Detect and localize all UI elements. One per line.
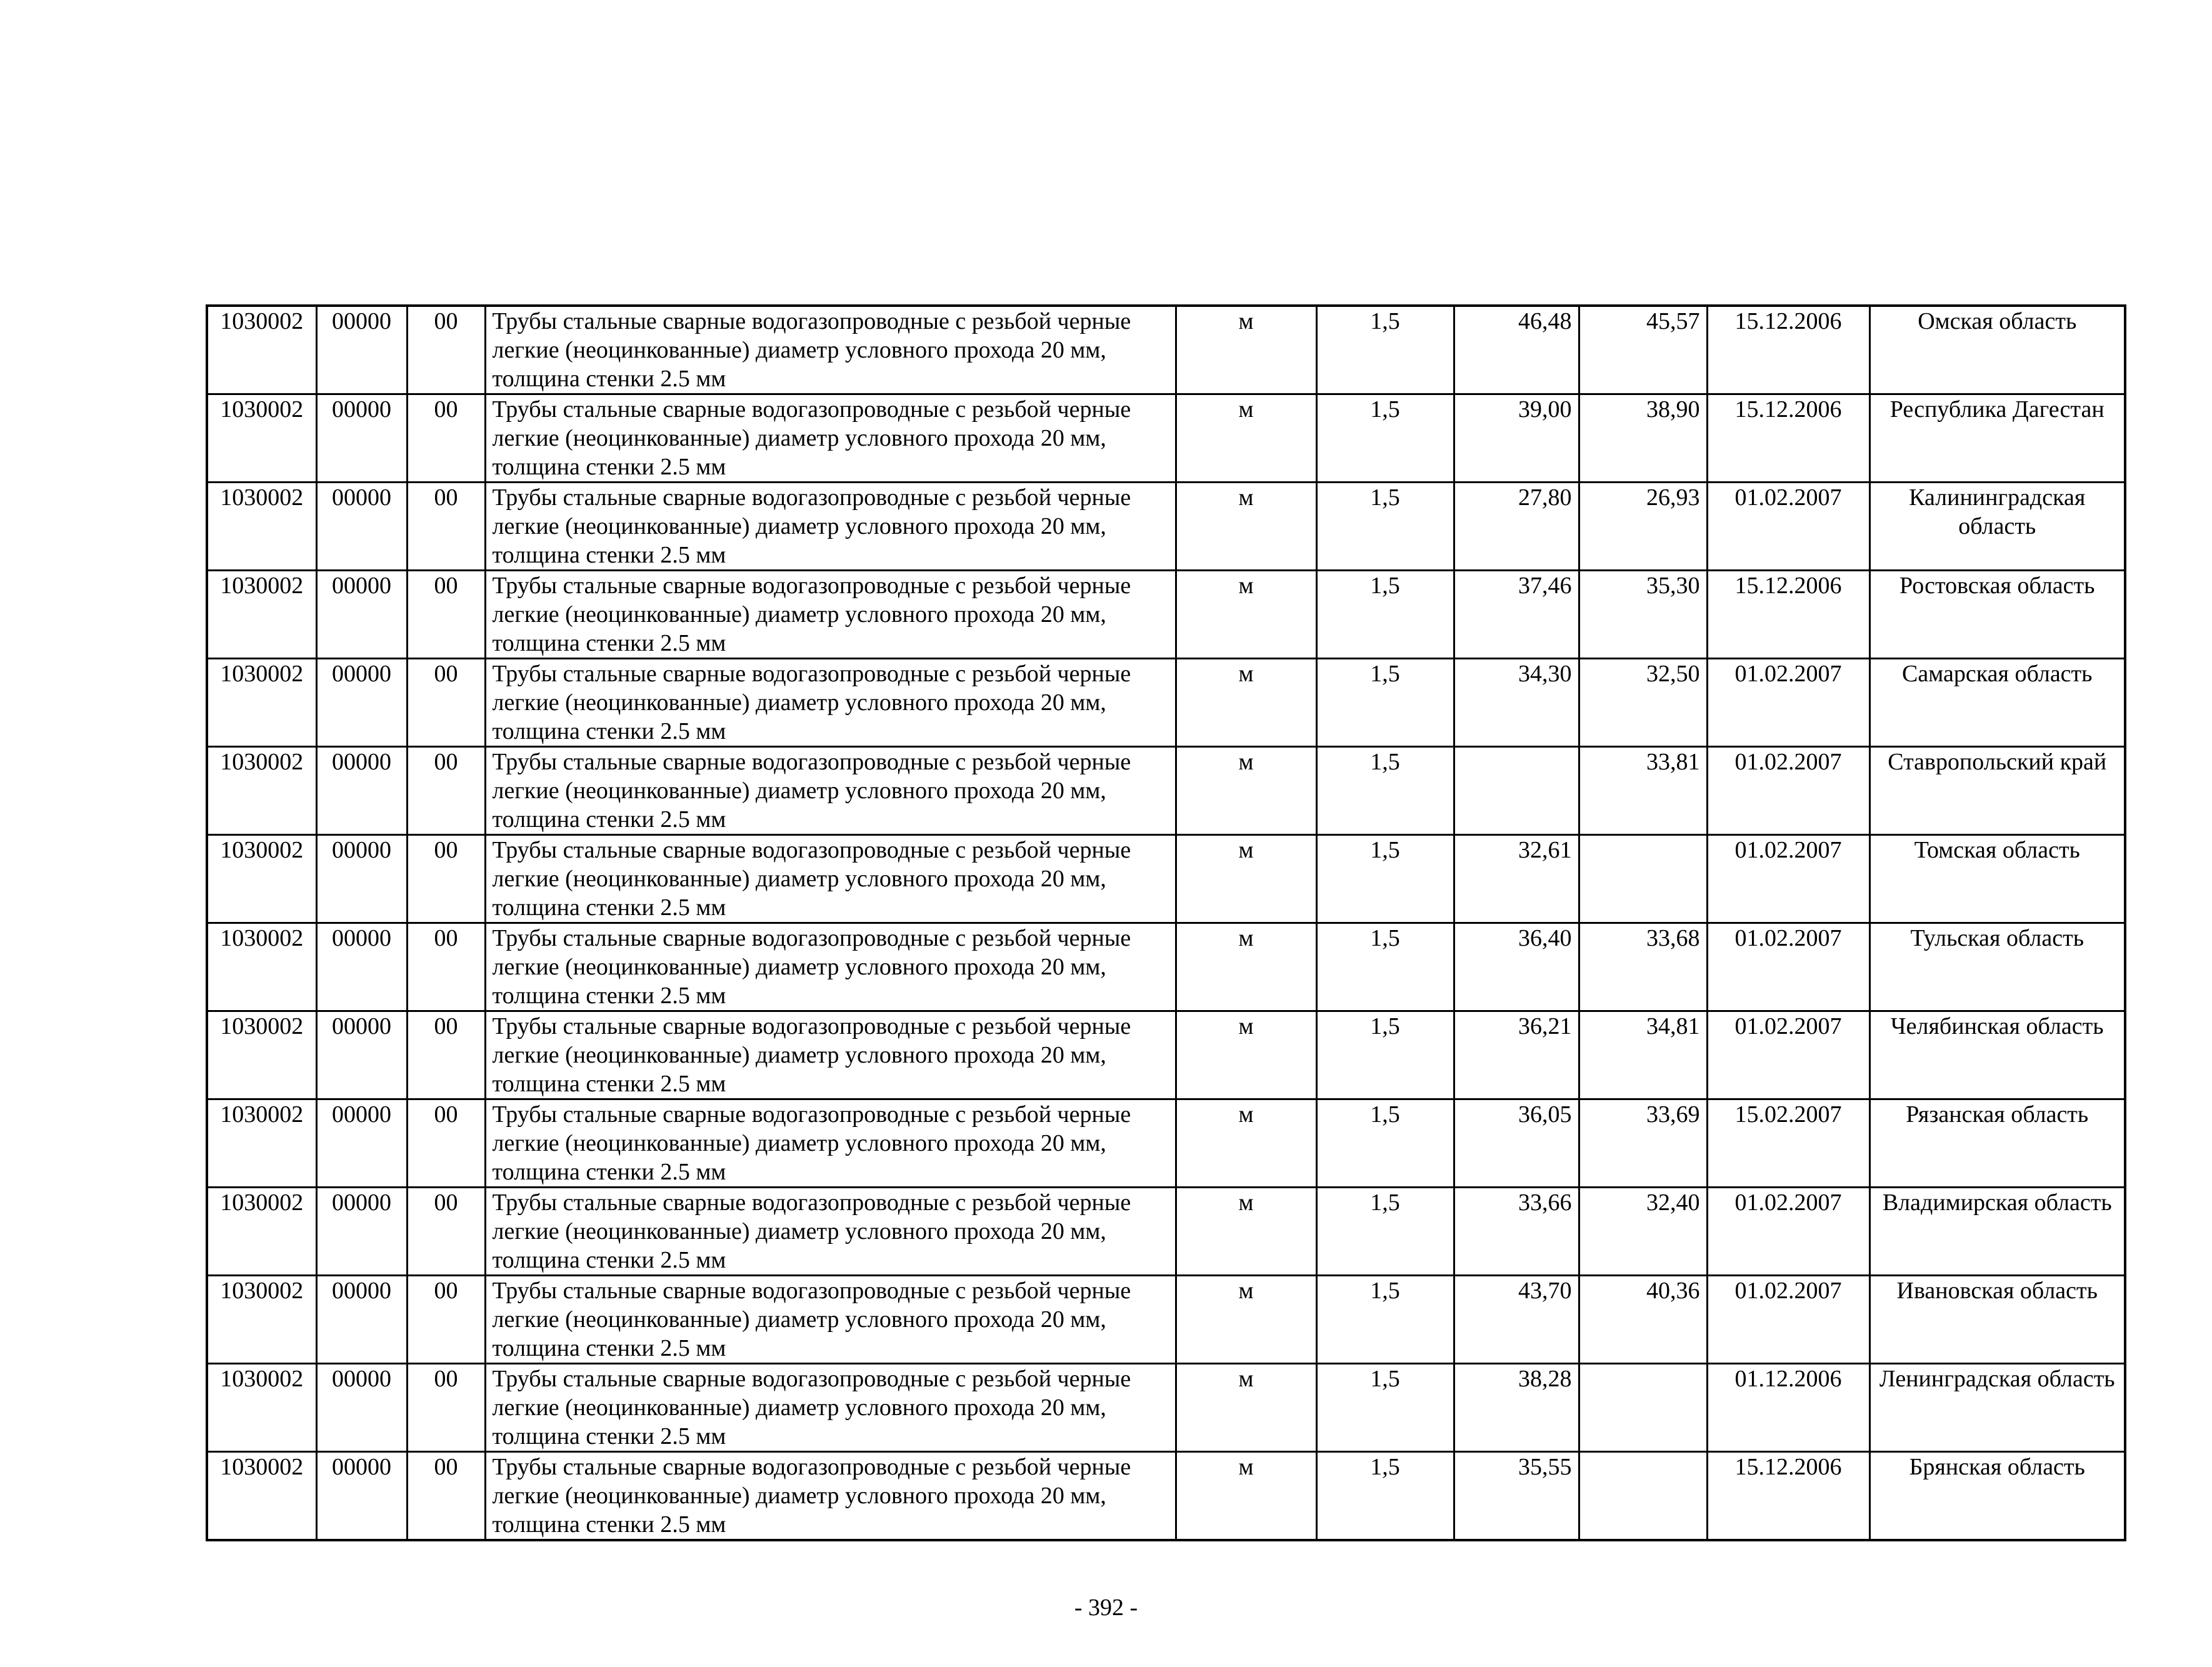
coefficient-cell: 1,5 — [1316, 1099, 1454, 1188]
resource-code-cell: 1030002 — [207, 1364, 316, 1452]
resource-code-cell: 1030002 — [207, 923, 316, 1011]
table-row — [207, 1011, 2125, 1099]
unit-cell: м — [1176, 1188, 1316, 1276]
coefficient-cell: 1,5 — [1316, 835, 1454, 923]
region-cell: Ленинградская область — [1869, 1364, 2125, 1452]
table-row — [207, 1188, 2125, 1276]
sub-code-cell: 00000 — [316, 835, 407, 923]
resource-name-cell: Трубы стальные сварные водогазопроводные с резьбой черные легкие (неоцинкованные) диаметр условного прохода 20 мм, толщина стенки 2.5 мм — [485, 483, 1176, 571]
price-1-cell: 36,21 — [1454, 1011, 1579, 1099]
date-cell: 01.02.2007 — [1707, 747, 1869, 835]
date-cell: 01.02.2007 — [1707, 1276, 1869, 1364]
sub-code-cell: 00000 — [316, 571, 407, 659]
price-1-cell: 46,48 — [1454, 306, 1579, 394]
table-row — [207, 394, 2125, 483]
table-row — [207, 306, 2125, 394]
coefficient-cell: 1,5 — [1316, 1364, 1454, 1452]
price-1-cell: 27,80 — [1454, 483, 1579, 571]
sub-code-cell: 00000 — [316, 483, 407, 571]
coefficient-cell: 1,5 — [1316, 923, 1454, 1011]
unit-cell: м — [1176, 483, 1316, 571]
version-code-cell: 00 — [407, 747, 485, 835]
table-row — [207, 571, 2125, 659]
region-cell: Ивановская область — [1869, 1276, 2125, 1364]
resource-code-cell: 1030002 — [207, 659, 316, 747]
resource-code-cell: 1030002 — [207, 571, 316, 659]
region-cell: Томская область — [1869, 835, 2125, 923]
price-2-cell — [1579, 1364, 1707, 1452]
region-cell: Брянская область — [1869, 1452, 2125, 1541]
price-1-cell: 37,46 — [1454, 571, 1579, 659]
region-cell: Владимирская область — [1869, 1188, 2125, 1276]
price-1-cell: 36,40 — [1454, 923, 1579, 1011]
resource-name-cell: Трубы стальные сварные водогазопроводные с резьбой черные легкие (неоцинкованные) диаметр условного прохода 20 мм, толщина стенки 2.5 мм — [485, 1364, 1176, 1452]
version-code-cell: 00 — [407, 1276, 485, 1364]
resource-code-cell: 1030002 — [207, 747, 316, 835]
resource-name-cell: Трубы стальные сварные водогазопроводные с резьбой черные легкие (неоцинкованные) диаметр условного прохода 20 мм, толщина стенки 2.5 мм — [485, 1452, 1176, 1541]
price-2-cell: 38,90 — [1579, 394, 1707, 483]
coefficient-cell: 1,5 — [1316, 483, 1454, 571]
unit-cell: м — [1176, 747, 1316, 835]
resource-name-cell: Трубы стальные сварные водогазопроводные с резьбой черные легкие (неоцинкованные) диаметр условного прохода 20 мм, толщина стенки 2.5 мм — [485, 747, 1176, 835]
price-1-cell: 39,00 — [1454, 394, 1579, 483]
sub-code-cell: 00000 — [316, 1188, 407, 1276]
price-2-cell: 32,50 — [1579, 659, 1707, 747]
date-cell: 01.02.2007 — [1707, 923, 1869, 1011]
resource-name-cell: Трубы стальные сварные водогазопроводные с резьбой черные легкие (неоцинкованные) диаметр условного прохода 20 мм, толщина стенки 2.5 мм — [485, 394, 1176, 483]
date-cell: 15.12.2006 — [1707, 306, 1869, 394]
resource-code-cell: 1030002 — [207, 1276, 316, 1364]
price-1-cell: 34,30 — [1454, 659, 1579, 747]
price-2-cell: 33,69 — [1579, 1099, 1707, 1188]
resource-name-cell: Трубы стальные сварные водогазопроводные с резьбой черные легкие (неоцинкованные) диаметр условного прохода 20 мм, толщина стенки 2.5 мм — [485, 571, 1176, 659]
unit-cell: м — [1176, 1011, 1316, 1099]
unit-cell: м — [1176, 1276, 1316, 1364]
price-2-cell — [1579, 835, 1707, 923]
resource-name-cell: Трубы стальные сварные водогазопроводные с резьбой черные легкие (неоцинкованные) диаметр условного прохода 20 мм, толщина стенки 2.5 мм — [485, 923, 1176, 1011]
resource-code-cell: 1030002 — [207, 1188, 316, 1276]
resource-name-cell: Трубы стальные сварные водогазопроводные с резьбой черные легкие (неоцинкованные) диаметр условного прохода 20 мм, толщина стенки 2.5 мм — [485, 306, 1176, 394]
table-row — [207, 483, 2125, 571]
sub-code-cell: 00000 — [316, 1011, 407, 1099]
unit-cell: м — [1176, 835, 1316, 923]
region-cell: Омская область — [1869, 306, 2125, 394]
price-table — [206, 304, 2126, 1541]
resource-code-cell: 1030002 — [207, 1099, 316, 1188]
price-2-cell: 33,68 — [1579, 923, 1707, 1011]
table-row — [207, 1452, 2125, 1541]
date-cell: 15.02.2007 — [1707, 1099, 1869, 1188]
table-row — [207, 659, 2125, 747]
sub-code-cell: 00000 — [316, 747, 407, 835]
price-table-container — [206, 304, 2124, 1541]
coefficient-cell: 1,5 — [1316, 1452, 1454, 1541]
resource-name-cell: Трубы стальные сварные водогазопроводные с резьбой черные легкие (неоцинкованные) диаметр условного прохода 20 мм, толщина стенки 2.5 мм — [485, 1276, 1176, 1364]
version-code-cell: 00 — [407, 1099, 485, 1188]
sub-code-cell: 00000 — [316, 306, 407, 394]
sub-code-cell: 00000 — [316, 394, 407, 483]
page-number: - 392 - — [1074, 1594, 1138, 1621]
resource-code-cell: 1030002 — [207, 394, 316, 483]
region-cell: Челябинская область — [1869, 1011, 2125, 1099]
region-cell: Самарская область — [1869, 659, 2125, 747]
price-1-cell — [1454, 747, 1579, 835]
unit-cell: м — [1176, 923, 1316, 1011]
resource-name-cell: Трубы стальные сварные водогазопроводные с резьбой черные легкие (неоцинкованные) диаметр условного прохода 20 мм, толщина стенки 2.5 мм — [485, 659, 1176, 747]
region-cell: Ростовская область — [1869, 571, 2125, 659]
coefficient-cell: 1,5 — [1316, 659, 1454, 747]
sub-code-cell: 00000 — [316, 1099, 407, 1188]
unit-cell: м — [1176, 394, 1316, 483]
unit-cell: м — [1176, 306, 1316, 394]
price-1-cell: 35,55 — [1454, 1452, 1579, 1541]
sub-code-cell: 00000 — [316, 1364, 407, 1452]
version-code-cell: 00 — [407, 835, 485, 923]
price-2-cell: 40,36 — [1579, 1276, 1707, 1364]
table-row — [207, 1364, 2125, 1452]
unit-cell: м — [1176, 1452, 1316, 1541]
coefficient-cell: 1,5 — [1316, 1276, 1454, 1364]
price-2-cell: 26,93 — [1579, 483, 1707, 571]
sub-code-cell: 00000 — [316, 1452, 407, 1541]
version-code-cell: 00 — [407, 1364, 485, 1452]
version-code-cell: 00 — [407, 571, 485, 659]
coefficient-cell: 1,5 — [1316, 1011, 1454, 1099]
date-cell: 15.12.2006 — [1707, 571, 1869, 659]
price-1-cell: 43,70 — [1454, 1276, 1579, 1364]
unit-cell: м — [1176, 1364, 1316, 1452]
date-cell: 15.12.2006 — [1707, 1452, 1869, 1541]
price-2-cell: 45,57 — [1579, 306, 1707, 394]
region-cell: Тульская область — [1869, 923, 2125, 1011]
table-row — [207, 1276, 2125, 1364]
date-cell: 01.02.2007 — [1707, 835, 1869, 923]
date-cell: 01.02.2007 — [1707, 483, 1869, 571]
version-code-cell: 00 — [407, 659, 485, 747]
coefficient-cell: 1,5 — [1316, 571, 1454, 659]
resource-name-cell: Трубы стальные сварные водогазопроводные с резьбой черные легкие (неоцинкованные) диаметр условного прохода 20 мм, толщина стенки 2.5 мм — [485, 1011, 1176, 1099]
price-2-cell: 35,30 — [1579, 571, 1707, 659]
unit-cell: м — [1176, 1099, 1316, 1188]
resource-name-cell: Трубы стальные сварные водогазопроводные с резьбой черные легкие (неоцинкованные) диаметр условного прохода 20 мм, толщина стенки 2.5 мм — [485, 835, 1176, 923]
price-1-cell: 32,61 — [1454, 835, 1579, 923]
price-1-cell: 38,28 — [1454, 1364, 1579, 1452]
version-code-cell: 00 — [407, 1452, 485, 1541]
region-cell: Республика Дагестан — [1869, 394, 2125, 483]
coefficient-cell: 1,5 — [1316, 306, 1454, 394]
resource-code-cell: 1030002 — [207, 1452, 316, 1541]
price-1-cell: 36,05 — [1454, 1099, 1579, 1188]
table-row — [207, 747, 2125, 835]
price-table-body — [207, 306, 2125, 1540]
resource-code-cell: 1030002 — [207, 1011, 316, 1099]
version-code-cell: 00 — [407, 923, 485, 1011]
price-1-cell: 33,66 — [1454, 1188, 1579, 1276]
resource-name-cell: Трубы стальные сварные водогазопроводные с резьбой черные легкие (неоцинкованные) диаметр условного прохода 20 мм, толщина стенки 2.5 мм — [485, 1099, 1176, 1188]
region-cell: Рязанская область — [1869, 1099, 2125, 1188]
sub-code-cell: 00000 — [316, 1276, 407, 1364]
table-row — [207, 835, 2125, 923]
table-row — [207, 923, 2125, 1011]
version-code-cell: 00 — [407, 1011, 485, 1099]
price-2-cell: 34,81 — [1579, 1011, 1707, 1099]
date-cell: 01.12.2006 — [1707, 1364, 1869, 1452]
version-code-cell: 00 — [407, 483, 485, 571]
resource-name-cell: Трубы стальные сварные водогазопроводные с резьбой черные легкие (неоцинкованные) диаметр условного прохода 20 мм, толщина стенки 2.5 мм — [485, 1188, 1176, 1276]
coefficient-cell: 1,5 — [1316, 747, 1454, 835]
unit-cell: м — [1176, 659, 1316, 747]
resource-code-cell: 1030002 — [207, 483, 316, 571]
date-cell: 15.12.2006 — [1707, 394, 1869, 483]
date-cell: 01.02.2007 — [1707, 659, 1869, 747]
coefficient-cell: 1,5 — [1316, 1188, 1454, 1276]
coefficient-cell: 1,5 — [1316, 394, 1454, 483]
price-2-cell: 32,40 — [1579, 1188, 1707, 1276]
price-2-cell: 33,81 — [1579, 747, 1707, 835]
version-code-cell: 00 — [407, 394, 485, 483]
price-2-cell — [1579, 1452, 1707, 1541]
resource-code-cell: 1030002 — [207, 306, 316, 394]
unit-cell: м — [1176, 571, 1316, 659]
region-cell: Ставропольский край — [1869, 747, 2125, 835]
version-code-cell: 00 — [407, 306, 485, 394]
sub-code-cell: 00000 — [316, 923, 407, 1011]
resource-code-cell: 1030002 — [207, 835, 316, 923]
version-code-cell: 00 — [407, 1188, 485, 1276]
date-cell: 01.02.2007 — [1707, 1188, 1869, 1276]
table-row — [207, 1099, 2125, 1188]
sub-code-cell: 00000 — [316, 659, 407, 747]
region-cell: Калининградская область — [1869, 483, 2125, 571]
date-cell: 01.02.2007 — [1707, 1011, 1869, 1099]
